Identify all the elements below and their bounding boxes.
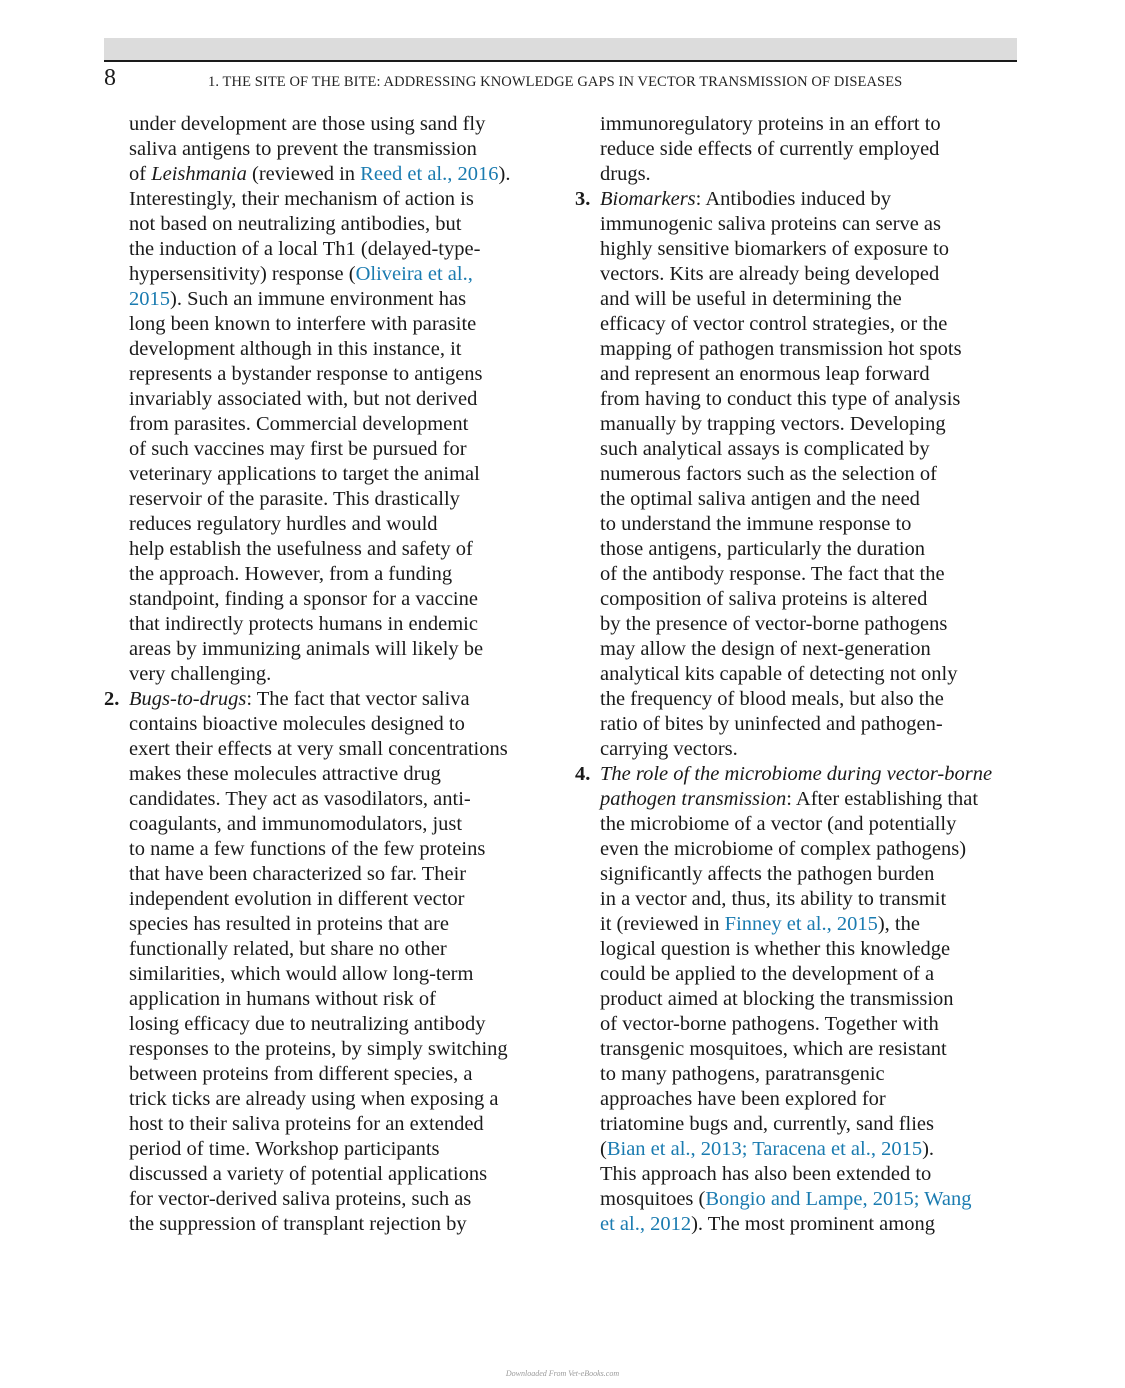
text-line: numerous factors such as the selection of [600,463,938,485]
text-line: 2015). Such an immune environment has [129,288,467,310]
text-line: Interestingly, their mechanism of action is [129,188,474,210]
text-line: This approach has also been extended to [600,1163,932,1185]
text-line: composition of saliva proteins is altered [600,588,928,610]
list-number: 4. [575,763,591,785]
right-column [575,112,1020,1237]
text-line: to understand the immune response to [600,513,912,535]
text-line: represents a bystander response to antigens [129,363,483,385]
list-item-4 [575,762,1020,787]
text-line: vectors. Kits are already being developed [600,263,940,285]
text-line: such analytical assays is complicated by [600,438,930,460]
item-title: Bugs-to-drugs [129,688,247,710]
text-line: even the microbiome of complex pathogens) [600,838,967,860]
text-line: to many pathogens, paratransgenic [600,1063,885,1085]
text-line: development although in this instance, it [129,338,462,360]
text-line: from parasites. Commercial development [129,413,469,435]
text-line: reservoir of the parasite. This drastically [129,488,460,510]
text-line: period of time. Workshop participants [129,1138,440,1160]
text-line: hypersensitivity) response (Oliveira et al., [129,263,473,285]
text-line: by the presence of vector-borne pathogens [600,613,948,635]
text-line: drugs. [600,163,651,185]
text-line: saliva antigens to prevent the transmission [129,138,477,160]
citation-link[interactable]: Finney et al., 2015 [724,913,878,935]
text-line: of Leishmania (reviewed in Reed et al., 2016). [129,163,511,185]
text-line: triatomine bugs and, currently, sand flies [600,1113,934,1135]
text-line: product aimed at blocking the transmission [600,988,954,1010]
text-line: veterinary applications to target the animal [129,463,480,485]
text-line: mosquitoes (Bongio and Lampe, 2015; Wang [600,1188,972,1210]
list-item-2: 2. Bugs-to-drugs: The fact that vector saliva [104,688,470,710]
text-line: host to their saliva proteins for an extended [129,1113,484,1135]
text-line: significantly affects the pathogen burden [600,863,935,885]
text-line: reduce side effects of currently employed [600,138,940,160]
citation-link[interactable]: 2015 [129,288,170,310]
left-column [104,112,549,1237]
text-line: independent evolution in different vector [129,888,465,910]
text-line: in a vector and, thus, its ability to transmit [600,888,947,910]
text-line: mapping of pathogen transmission hot spots [600,338,962,360]
text-line: long been known to interfere with parasite [129,313,477,335]
citation-link[interactable]: et al., 2012 [600,1213,692,1235]
citation-link[interactable]: Bian et al., 2013; Taracena et al., 2015 [606,1138,923,1160]
text-line: under development are those using sand fly [129,113,486,135]
header-rule [104,60,1017,62]
text-line: of the antibody response. The fact that the [600,563,945,585]
text-line: similarities, which would allow long-term [129,963,474,985]
page-number: 8 [104,65,116,91]
text-line: and represent an enormous leap forward [600,363,930,385]
italic-term: Leishmania [151,163,247,185]
item-title: pathogen transmission [600,788,787,810]
text-line: for vector-derived saliva proteins, such as [129,1188,472,1210]
text-line: application in humans without risk of [129,988,436,1010]
item-title: Biomarkers [600,188,696,210]
running-head: 1. THE SITE OF THE BITE: ADDRESSING KNOWLEDGE GAPS IN VECTOR TRANSMISSION OF DISEASES [208,74,903,90]
text-line: transgenic mosquitoes, which are resistant [600,1038,947,1060]
list-item-3: 3. Biomarkers: Antibodies induced by [575,188,891,210]
text-line: not based on neutralizing antibodies, but [129,213,462,235]
text-line: (Bian et al., 2013; Taracena et al., 2015). [600,1138,935,1160]
text-line: responses to the proteins, by simply switching [129,1038,508,1060]
text-line: areas by immunizing animals will likely be [129,638,484,660]
text-line: of vector-borne pathogens. Together with [600,1013,939,1035]
text-line: standpoint, finding a sponsor for a vaccine [129,588,478,610]
text-line: species has resulted in proteins that are [129,913,449,935]
text-line: pathogen transmission: After establishing that [600,788,979,810]
citation-link[interactable]: Oliveira et al., [355,263,473,285]
text-line: functionally related, but share no other [129,938,447,960]
text-line: could be applied to the development of a [600,963,935,985]
text-line: losing efficacy due to neutralizing antibody [129,1013,486,1035]
text-line: help establish the usefulness and safety of [129,538,473,560]
text-line: makes these molecules attractive drug [129,763,441,785]
text-line: of such vaccines may first be pursued for [129,438,467,460]
text-line: that have been characterized so far. Their [129,863,467,885]
citation-link[interactable]: Bongio and Lampe, 2015; Wang [705,1188,972,1210]
text-line: very challenging. [129,663,272,685]
text-line: invariably associated with, but not derived [129,388,478,410]
text-line: the induction of a local Th1 (delayed-type- [129,238,481,260]
text-line: the suppression of transplant rejection by [129,1213,467,1235]
text-line: analytical kits capable of detecting not only [600,663,958,685]
text-line: those antigens, particularly the duration [600,538,926,560]
text-line: it (reviewed in Finney et al., 2015), the [600,913,920,935]
text-line: candidates. They act as vasodilators, anti- [129,788,471,810]
text-line: coagulants, and immunomodulators, just [129,813,463,835]
download-watermark: Downloaded From Vet-eBooks.com [505,1369,620,1378]
text-line: immunoregulatory proteins in an effort to [600,113,941,135]
list-number: 3. [575,188,591,210]
text-line: ratio of bites by uninfected and pathogen- [600,713,943,735]
text-line: logical question is whether this knowledge [600,938,951,960]
list-number: 2. [104,688,120,710]
text-line: trick ticks are already using when exposing a [129,1088,499,1110]
text-line: carrying vectors. [600,738,738,760]
header-bar [104,38,1017,60]
text-line: efficacy of vector control strategies, or the [600,313,948,335]
text-line: discussed a variety of potential applications [129,1163,488,1185]
item-title: The role of the microbiome during vector-borne [600,763,993,785]
text-line: and will be useful in determining the [600,288,902,310]
text-line: the optimal saliva antigen and the need [600,488,920,510]
text-line: immunogenic saliva proteins can serve as [600,213,941,235]
text-line: the microbiome of a vector (and potentially [600,813,957,835]
text-line: the approach. However, from a funding [129,563,453,585]
text-line: to name a few functions of the few proteins [129,838,486,860]
text-line: between proteins from different species, a [129,1063,473,1085]
text-line: exert their effects at very small concentrations [129,738,508,760]
text-line: from having to conduct this type of analysis [600,388,961,410]
text-line: manually by trapping vectors. Developing [600,413,946,435]
text-line: highly sensitive biomarkers of exposure to [600,238,950,260]
text-line: reduces regulatory hurdles and would [129,513,438,535]
text-line: the frequency of blood meals, but also the [600,688,944,710]
text-line: et al., 2012). The most prominent among [600,1213,935,1235]
text-line: approaches have been explored for [600,1088,886,1110]
text-line: that indirectly protects humans in endemic [129,613,478,635]
citation-link[interactable]: Reed et al., 2016 [360,163,499,185]
text-line: may allow the design of next-generation [600,638,931,660]
text-line: contains bioactive molecules designed to [129,713,465,735]
